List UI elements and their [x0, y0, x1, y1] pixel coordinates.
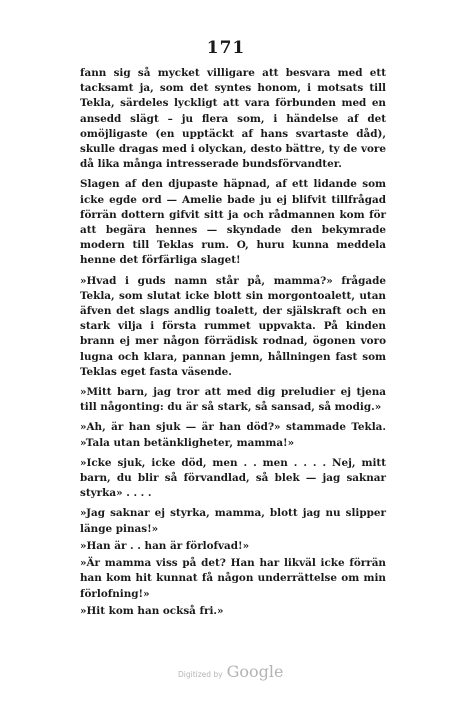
paragraph: »Icke sjuk, icke död, men . . men . . . . Nej, mitt barn, du blir så förvandlad, så blek — jag saknar styrka» . . . . [80, 456, 386, 500]
paragraph: »Hvad i guds namn står på, mamma?» frågade Tekla, som slutat icke blott sin morgontoalett, utan äfven det slags andlig toalett, der själskraft och en stark vilja i första rummet uppvakta. På kinden brann ej mer någon förrädisk rodnad, ögonen voro lugna och klara, pannan jemn, hållningen fast som Teklas eget fasta väsende. [80, 274, 386, 378]
google-logo: Google [226, 662, 284, 681]
paragraph: fann sig så mycket villigare att besvara med ett tacksamt ja, som det syntes honom, i motsats till Tekla, särdeles lyckligt att vara förbunden med en ansedd slägt – ju flera som, i händelse af det omöjligaste (en upptäckt af hans svartaste dåd), skulle dragas med i olyckan, desto bättre, ty de vore då lika många intresserade bundsförvandter. [80, 67, 386, 171]
page-number: 171 [206, 38, 246, 58]
watermark-prefix: Digitized by [178, 670, 223, 679]
paragraph: Slagen af den djupaste häpnad, af ett lidande som icke egde ord — Amelie bade ju ej blifvit tillfrågad förrän dottern gifvit sitt ja och rådmannen kom för att begära hennes — skyndade den bekymrade modern till Teklas rum. O, huru kunna meddela henne det förfärliga slaget! [80, 178, 386, 267]
paragraph: »Hit kom han också fri.» [80, 604, 224, 617]
paragraph: »Är mamma viss på det? Han har likväl icke förrän han kom hit kunnat få någon underrättelse om min förlofning!» [80, 557, 386, 600]
paragraph: »Ah, är han sjuk — är han död?» stammade Tekla. »Tala utan betänkligheter, mamma!» [80, 421, 386, 449]
paragraph: »Jag saknar ej styrka, mamma, blott jag nu slipper länge pinas!» [80, 507, 386, 535]
paragraph: »Han är . . han är förlofvad!» [80, 539, 250, 552]
body-text [80, 66, 386, 619]
digitized-watermark [178, 662, 284, 681]
paragraph: »Mitt barn, jag tror att med dig preludier ej tjena till någonting: du är så stark, så sansad, så modig.» [80, 386, 386, 414]
